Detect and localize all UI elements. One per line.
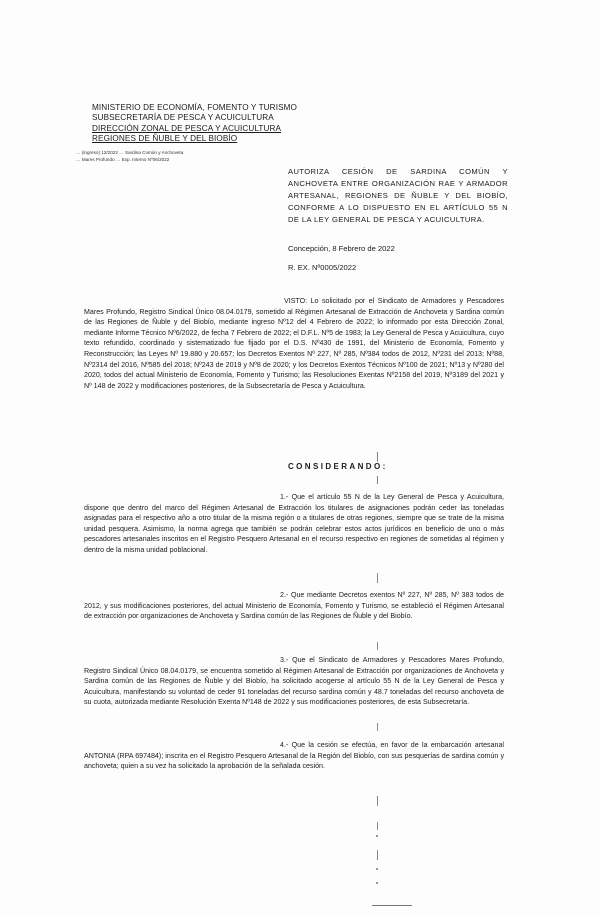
visto-text: VISTO: Lo solicitado por el Sindicato de Armadores y Pescadores Mares Profundo, Registro Sindical Único 08.04.0179, sometido al Régimen Artesanal de Extracción de Anchoveta y Sardina común de las Regiones de Ñuble y del Biobío, mediante ingreso Nº12 del 4 Febrero de 2022; lo informado por esta Dirección Zonal, mediante Informe Técnico Nº6/2022, de fecha 7 Febrero de 2022; el D.F.L. Nº5 de 1983; la Ley General de Pesca y Acuicultura, cuyo texto refundido, coordinado y sistematizado fue fijado por el D.S. Nº430 de 1991, del Ministerio de Economía, Fomento y Reconstrucción; las Leyes Nº 19.880 y 20.657; los Decretos Exentos Nº 227, Nº 285, Nº384 todos de 2012, Nº231 del 2013; Nº88, Nº2314 del 2016, Nº585 del 2018; Nº243 de 2019 y Nº8 de 2020; y los Decretos Exentos Técnicos Nº100 de 2021; Nº13 y Nº280 del 2020, todos del actual Ministerio de Economía, Fomento y Turismo; las Resoluciones Exentas Nº2158 del 2019, Nº3189 del 2021 y Nº 148 de 2022 y modificaciones posteriores, de la Subsecretaría de Pesca y Acuicultura. [84,297,504,390]
considerando-1-text: Que el artículo 55 N de la Ley General de Pesca y Acuicultura, dispone que dentro del marco del Régimen Artesanal de Extracción los titulares de asignaciones podrán ceder las toneladas asignadas para el respectivo año a otro titular de la misma región o a titulares de otras regiones, siempre que se trate de la misma unidad pesquera. Asimismo, la norma agrega que también se podrán celebrar estos actos jurídicos en beneficio de uno o más pescadores artesanales inscritos en el Registro Pesquero Artesanal en el recurso respectivo en regiones de sometidas al régimen y dentro de la misma unidad poblacional. [84,493,504,554]
scan-mark [377,723,378,731]
considerando-4-text: Que la cesión se efectúa, en favor de la embarcación artesanal ANTONIA (RPA 697484); inscrita en el Registro Pesquero Artesanal de la Región del Biobío, con sus pesquerías de sardina común y anchoveta; quien a su vez ha solicitado la aprobación de la señalada cesión. [84,741,504,771]
letterhead-zonal-direction: DIRECCIÓN ZONAL DE PESCA Y ACUICULTURA [92,123,282,133]
considerando-1 [84,492,504,556]
scan-mark [377,822,378,830]
resolution-number: R. EX. Nº0005/2022 [288,263,357,272]
considerando-4 [84,740,504,772]
scan-mark [377,850,378,860]
letterhead-regions: REGIONES DE ÑUBLE Y DEL BIOBÍO [92,134,238,144]
scan-dot [376,835,378,837]
footer-rule [372,905,412,906]
place-date: Concepción, 8 Febrero de 2022 [288,244,395,253]
scan-mark [377,642,378,650]
reference-block [76,150,276,163]
scan-mark [377,796,378,806]
resolution-subject: AUTORIZA CESIÓN DE SARDINA COMÚN Y ANCHOVETA ENTRE ORGANIZACIÓN RAE Y ARMADOR ARTESANAL, REGIONES DE ÑUBLE Y DEL BIOBÍO, CONFORME A LO DISPUESTO EN EL ARTÍCULO 55 N DE LA LEY GENERAL DE PESCA Y ACUICULTURA. [288,167,508,224]
considerando-heading: CONSIDERANDO: [288,462,388,471]
visto-paragraph [84,296,504,391]
considerando-3-number: 3.- [280,656,289,664]
letterhead-ministry: MINISTERIO DE ECONOMÍA, FOMENTO Y TURISMO [92,103,298,112]
letterhead-undersecretariat: SUBSECRETARÍA DE PESCA Y ACUICULTURA [92,113,274,123]
scan-mark [377,573,378,583]
reference-line-1: … (ingreso) 12/2022 … Sardina Común y Anchoveta [76,150,184,155]
considerando-1-number: 1.- [280,493,289,501]
scan-mark [377,476,378,484]
considerando-2-text: Que mediante Decretos exentos Nº 227, Nº 285, Nº 383 todos de 2012, y sus modificaciones posteriores, del actual Ministerio de Economía, Fomento y Turismo, se estableció el Régimen Artesanal de extracción por organizaciones de Anchoveta y Sardina común de las Regiones de Ñuble y del Biobío. [84,591,504,621]
letterhead [92,103,322,145]
scan-dot [376,868,378,870]
considerando-3-text: Que el Sindicato de Armadores y Pescadores Mares Profundo, Registro Sindical Único 08.04.0179, se encuentra sometido al Régimen Artesanal de Extracción por organizaciones de Anchoveta y Sardina común de las Regiones de Ñuble y del Biobío, ha solicitado acogerse al artículo 55 N de la Ley General de Pesca y Acuicultura, manifestando su voluntad de ceder 91 toneladas del recurso sardina común y 48.7 toneladas del recurso anchoveta de su cuota, autorizada mediante Resolución Exenta Nº148 de 2022 y sus modificaciones posteriores, de esta Subsecretaría. [84,656,504,707]
scan-mark [377,452,378,462]
reference-line-2: … Mares Profundo … Exp. Interno Nº06/2022 [76,156,170,162]
considerando-3 [84,655,504,708]
considerando-4-number: 4.- [280,741,289,749]
considerando-2 [84,590,504,622]
considerando-2-number: 2.- [280,591,289,599]
scan-dot [376,882,378,884]
